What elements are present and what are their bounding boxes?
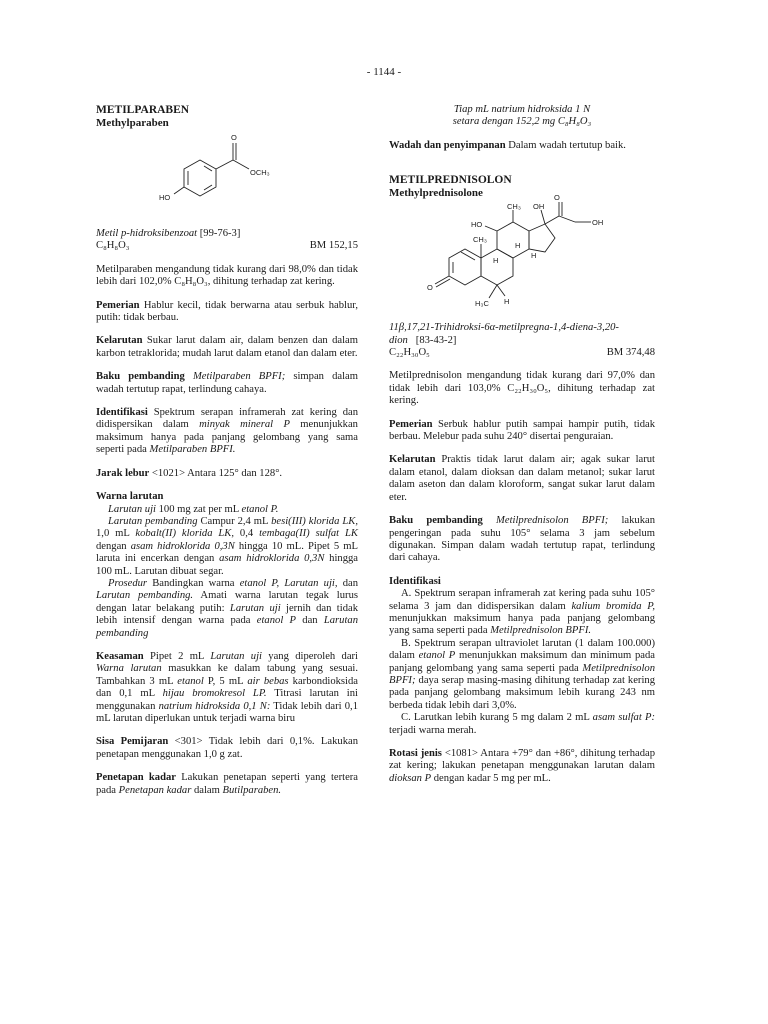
section-text: Larutan pembanding — [96, 615, 359, 639]
section-text: Spektrum serapan inframerah zat kering dan didispersikan dalam — [96, 407, 358, 431]
molecular-weight: BM 152,15 — [309, 240, 358, 252]
section-text: etanol P, Larutan uji, — [239, 577, 338, 589]
section-text: C. Larutkan lebih kurang 5 mg dalam 2 mL — [401, 712, 593, 724]
chem-name-text: Metil p-hidroksibenzoat — [96, 228, 198, 239]
chemical-name — [389, 322, 655, 347]
keasaman-section — [96, 651, 358, 725]
molecular-formula: C₂₂H₃₀O₅ — [389, 347, 430, 359]
section-heading: Baku pembanding — [96, 371, 185, 383]
section-text: Praktis tidak larut dalam air; agak sukar larut dalam etanol, dalam dioksan dan dalam metanol; sukar larut dalam aseton dan dalam kloroform, sangat sukar larut dalam eter. — [389, 454, 655, 503]
struct-label-h-14: H — [531, 251, 537, 261]
section-heading: Jarak lebur — [96, 467, 150, 479]
section-text: Warna larutan — [96, 663, 162, 675]
intro-paragraph: Metilprednisolon mengandung tidak kurang dari 97,0% dan tidak lebih dari 103,0% C₂₂H₃₀O₅, dihitung terhadap zat kering. — [389, 370, 655, 407]
section-text: <1081> Antara +79° dan +86°, dihitung terhadap zat kering; lakukan penetapan menggunakan larutan dalam — [389, 748, 655, 772]
section-text: Bandingkan warna — [147, 577, 240, 589]
section-text: lakukan pengeringan pada suhu 105° selama 3 jam sebelum digunakan. Simpan dalam wadah tertutup rapat, terlindung dari cahaya. — [389, 515, 655, 564]
section-heading: Identifikasi — [96, 407, 148, 419]
section-text: Metilprednisolon BPFI; — [389, 662, 655, 686]
warna-larutan-heading: Warna larutan — [96, 491, 164, 503]
section-text: B. Spektrum serapan ultraviolet larutan (1 dalam 100.000) dalam — [389, 637, 655, 662]
section-text: hingga 100 mL. Larutan dibuat segar. — [96, 553, 358, 577]
section-text: dengan kadar 5 mg per mL. — [431, 772, 551, 784]
section-text: asam hidroklorida 0,3N — [130, 540, 235, 552]
section-heading: Pemerian — [96, 299, 140, 311]
jarak-lebur-section — [96, 468, 358, 480]
section-text: Campur 2,4 mL — [197, 515, 272, 527]
penetapan-kadar-section — [96, 772, 358, 797]
molecular-weight: BM 374,48 — [606, 347, 655, 359]
baku-section — [389, 515, 655, 565]
cas-number: [99-76-3] — [197, 228, 241, 239]
section-text: minyak mineral P — [199, 419, 290, 431]
monograph-subtitle: Methylprednisolone — [389, 187, 483, 200]
section-text: dioksan P — [389, 772, 432, 784]
section-heading: Sisa Pemijaran — [96, 736, 169, 748]
section-text: dengan — [96, 540, 131, 552]
section-text: kalium bromida P, — [571, 600, 655, 612]
section-text: hijau bromokresol LP. — [162, 688, 267, 700]
section-text: Titrasi larutan ini menggunakan — [96, 688, 358, 712]
equivalence-line-2: setara dengan 152,2 mg C₈H₈O₃ — [452, 116, 592, 128]
section-text: dan — [296, 615, 324, 627]
section-text: tembaga(II) sulfat LK — [259, 528, 358, 540]
section-text: kobalt(II) klorida LK, — [135, 528, 235, 540]
section-text: simpan dalam wadah tertutup rapat, terlindung cahaya. — [96, 371, 358, 395]
struct-label-h3c: H₃C — [475, 299, 489, 309]
section-text: Larutan uji — [210, 650, 262, 662]
struct-label-h-6: H — [504, 297, 510, 307]
section-heading: Penetapan kadar — [96, 772, 176, 784]
monograph-subtitle: Methylparaben — [96, 117, 169, 129]
section-text: etanol — [177, 675, 204, 687]
struct-label-och3: OCH₃ — [250, 168, 270, 177]
kelarutan-section — [96, 335, 358, 360]
struct-label-oh-21: OH — [592, 218, 604, 228]
right-column — [389, 104, 655, 785]
section-text: masukkan ke dalam tabung yang sesuai. Tambahkan 3 mL — [96, 663, 358, 687]
struct-label-h-8: H — [493, 256, 499, 266]
identifikasi-b — [389, 638, 655, 712]
section-text: A. Spektrum serapan inframerah zat kering pada suhu 105° selama 3 jam dan didispersikan dalam — [389, 588, 655, 612]
section-text: asam hidroklorida 0,3N — [219, 553, 325, 565]
section-text: Lakukan penetapan seperti yang tertera pada — [96, 772, 358, 796]
section-text: besi(III) klorida LK, — [271, 515, 358, 527]
section-heading: Keasaman — [96, 650, 144, 662]
section-heading: Baku pembanding — [389, 515, 483, 527]
larutan-uji-paragraph — [96, 504, 358, 516]
chem-name-text: 11β,17,21-Trihidroksi-6α-metilpregna-1,4-diena-3,20-dion — [389, 322, 619, 346]
struct-label-ch3-left: CH₃ — [473, 235, 487, 245]
struct-label-h-9: H — [515, 241, 521, 251]
formula-row — [389, 347, 655, 359]
monograph-title: METILPARABEN — [96, 104, 190, 116]
cas-number: [83-43-2] — [415, 334, 457, 346]
section-text: Larutan pembanding — [108, 515, 198, 527]
section-heading: Kelarutan — [96, 335, 143, 347]
section-text: Sukar larut dalam air, dalam benzen dan dalam karbon tetraklorida; mudah larut dalam etanol dan dalam eter. — [96, 335, 358, 359]
struct-label-ho: HO — [471, 220, 483, 230]
section-text: Metilparaben BPFI; — [184, 371, 286, 383]
section-text: natrium hidroksida 0,1 N: — [158, 700, 271, 712]
section-text: menunjukkan maksimum hanya pada panjang gelombang yang sama seperti pada — [96, 419, 358, 456]
identifikasi-a — [389, 588, 655, 638]
section-text: dan — [337, 577, 358, 589]
section-text: jernih dan tidak lebih intensif dengan warna pada — [96, 602, 358, 627]
section-text: etanol P — [256, 615, 297, 627]
section-heading: Wadah dan penyimpanan — [389, 139, 506, 151]
left-column — [96, 104, 358, 797]
section-text: Penetapan kadar — [118, 784, 192, 796]
struct-label-o: O — [231, 133, 237, 142]
molecular-formula: C₈H₈O₃ — [96, 240, 130, 252]
kelarutan-section — [389, 454, 655, 504]
identifikasi-c — [389, 712, 655, 737]
section-text: 1,0 mL — [96, 528, 136, 540]
section-text: <301> Tidak lebih dari 0,1%. Lakukan penetapan menggunakan 1,0 g zat. — [96, 736, 358, 760]
monograph-title: METILPREDNISOLON — [389, 174, 512, 187]
section-text: Amati warna larutan tegak lurus dengan latar belakang putih: — [96, 590, 358, 614]
section-text: Pipet 2 mL — [143, 650, 211, 662]
section-text: Serbuk hablur putih sampai hampir putih, tidak berbau. Melebur pada suhu 240° disertai penguraian. — [389, 418, 655, 443]
pemerian-section — [96, 300, 358, 325]
pemerian-section — [389, 419, 655, 444]
section-text: Larutan uji — [108, 503, 156, 515]
section-text: yang diperoleh dari — [261, 650, 358, 662]
section-text: etanol P — [418, 650, 456, 662]
section-heading: Rotasi jenis — [389, 748, 442, 759]
equivalence-line-1: Tiap mL natrium hidroksida 1 N — [453, 104, 591, 115]
section-text: etanol P. — [241, 503, 279, 515]
section-text: menunjukkan maksimum hanya pada panjang gelombang yang sama seperti pada — [389, 612, 655, 637]
larutan-pembanding-paragraph — [96, 516, 358, 578]
section-text: P, 5 mL — [203, 675, 248, 687]
section-text: daya serap masing-masing dihitung terhadap zat kering pada panjang gelombang maksimum lebih kurang 243 nm berbeda tidak lebih dari 3,0%. — [389, 674, 655, 711]
sisa-pemijaran-section — [96, 736, 358, 761]
page-number: - 1144 - — [366, 66, 402, 78]
baku-section — [96, 371, 358, 396]
struct-label-ch3-top: CH₃ — [507, 202, 521, 212]
rotasi-jenis-section — [389, 748, 655, 785]
formula-row — [96, 240, 358, 252]
section-text: Larutan pembanding. — [96, 590, 194, 602]
section-text: Prosedur — [108, 577, 148, 589]
section-text: 0,4 — [234, 528, 260, 540]
wadah-section — [389, 140, 655, 152]
section-heading: Kelarutan — [389, 454, 436, 466]
section-heading: Pemerian — [389, 418, 433, 430]
section-text: hingga 10 mL. Pipet 5 mL laruta ini encerkan dengan — [96, 540, 358, 565]
section-text: Tidak lebih dari 0,1 mL larutan diperlukan untuk terjadi warna biru — [96, 700, 358, 724]
section-text: Dalam wadah tertutup baik. — [505, 139, 626, 151]
section-text: menunjukkan maksimum dan minimum pada panjang gelombang yang sama seperti pada — [389, 650, 655, 674]
struct-label-o-top: O — [554, 193, 560, 203]
section-text: Larutan uji — [229, 602, 281, 614]
section-text: terjadi warna merah. — [389, 724, 477, 736]
section-text: Butilparaben. — [222, 784, 282, 796]
section-text: Metilprednisolon BPFI. — [490, 625, 592, 637]
section-text: dalam — [191, 784, 223, 796]
section-text: Hablur kecil, tidak berwarna atau serbuk hablur, putih: tidak berbau. — [96, 299, 358, 324]
chemical-name — [96, 228, 358, 240]
struct-label-o-3: O — [427, 283, 433, 293]
section-text: Metilprednisolon BPFI; — [482, 515, 609, 527]
struct-label-oh-17: OH — [533, 202, 545, 212]
section-text: Metilparaben BPFI. — [149, 444, 236, 456]
identifikasi-heading: Identifikasi — [389, 575, 441, 587]
section-text: <1021> Antara 125° dan 128°. — [149, 467, 283, 479]
section-text: air bebas — [247, 675, 289, 687]
prosedur-paragraph — [96, 578, 358, 640]
struct-label-ho: HO — [159, 193, 171, 202]
intro-paragraph: Metilparaben mengandung tidak kurang dari 98,0% dan tidak lebih dari 102,0% C₈H₈O₃, dihitung terhadap zat kering. — [96, 263, 358, 288]
section-text: 100 mg zat per mL — [155, 503, 242, 515]
identifikasi-section — [96, 407, 358, 457]
methylparaben-structure — [96, 130, 358, 228]
section-text: asam sulfat P: — [592, 712, 655, 724]
section-text: karbondioksida dan 0,1 mL — [96, 675, 359, 700]
